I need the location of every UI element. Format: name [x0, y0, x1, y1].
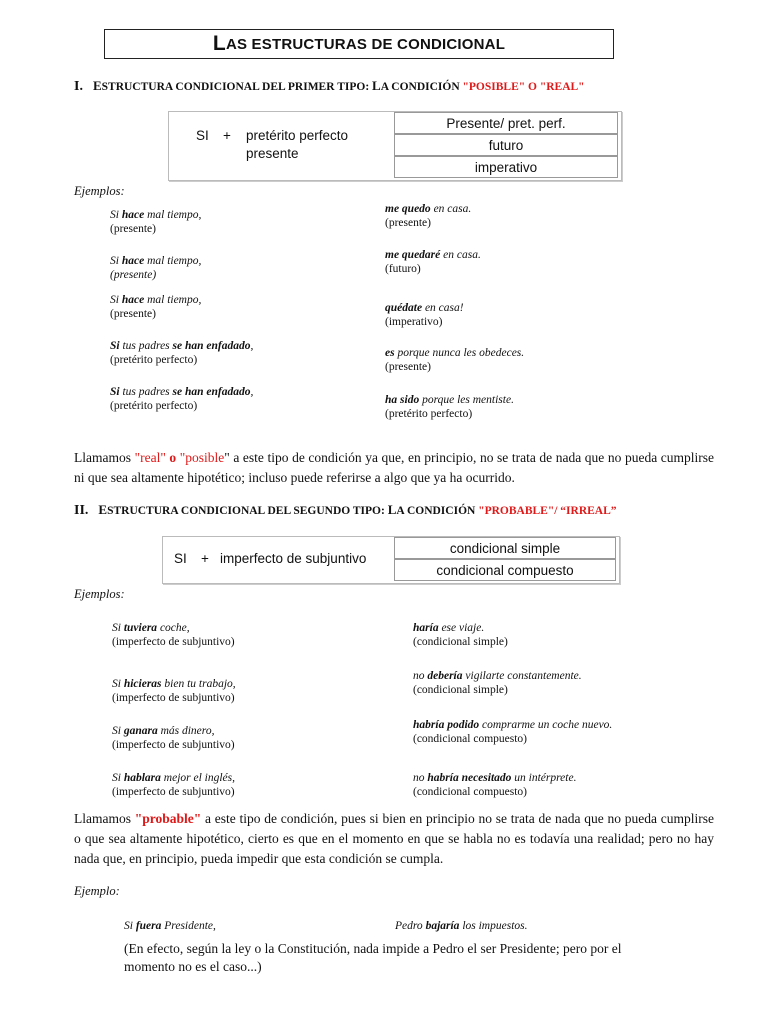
example-7-right — [413, 669, 582, 697]
example-4-right — [385, 346, 524, 374]
example-6-left — [112, 621, 235, 649]
si: Si — [110, 386, 120, 398]
heading-text2: A CONDICIÓN — [380, 81, 463, 93]
t: bien tu trabajo, — [161, 678, 236, 690]
tense: (imperativo) — [385, 316, 443, 328]
t: Si — [112, 622, 124, 634]
tense: (condicional simple) — [413, 684, 508, 696]
t: ese viaje. — [438, 622, 485, 634]
t: , — [250, 386, 254, 398]
heading-text: STRUCTURA CONDICIONAL DEL PRIMER TIPO — [101, 81, 366, 93]
t: tus padres — [119, 386, 173, 398]
example-1-right — [385, 202, 471, 230]
cap: E — [92, 78, 102, 93]
tense: (presente) — [110, 308, 156, 320]
t: mal tiempo, — [144, 294, 202, 306]
t: Si — [124, 920, 136, 932]
example-7-left — [112, 677, 236, 705]
verb: tuviera — [123, 622, 158, 634]
t: Llamamos — [74, 450, 135, 465]
section-1-heading — [74, 78, 585, 95]
section-2-number: II. — [74, 503, 89, 518]
verb: me quedaré — [385, 249, 441, 261]
t: Si — [112, 772, 124, 784]
example-5-left — [110, 385, 253, 413]
t: tus padres — [119, 340, 173, 352]
verb: habría podido — [413, 719, 480, 731]
tense: (presente) — [385, 217, 431, 229]
cap: E — [98, 502, 108, 517]
verb: habría necesitado — [427, 772, 512, 784]
heading-red: "POSIBLE" O "REAL" — [462, 81, 585, 93]
t: , — [250, 340, 254, 352]
conditional-table-1 — [168, 111, 622, 181]
section-2-heading — [74, 502, 617, 519]
verb: se han enfadado — [172, 340, 251, 352]
example-2-right — [385, 248, 481, 276]
t: Si — [110, 255, 122, 267]
t: no — [413, 670, 428, 682]
red-word: "posible — [179, 450, 225, 465]
verb: se han enfadado — [172, 386, 251, 398]
tense: (pretérito perfecto) — [110, 354, 198, 366]
tense: (imperfecto de subjuntivo) — [112, 636, 235, 648]
example-8-left — [112, 724, 235, 752]
verb: ha sido — [385, 394, 420, 406]
examples-label-2: Ejemplos: — [74, 587, 125, 601]
title-initial: L — [212, 32, 226, 55]
example-8-right — [413, 718, 612, 746]
verb: es — [385, 347, 395, 359]
t: en casa. — [430, 203, 472, 215]
verb: quédate — [385, 302, 423, 314]
paragraph-1 — [74, 448, 714, 488]
verb: haría — [413, 622, 439, 634]
verb: hace — [121, 294, 145, 306]
cap2: L — [372, 78, 381, 93]
final-example-right — [395, 919, 527, 933]
example-6-right — [413, 621, 508, 649]
tense: (futuro) — [385, 263, 421, 275]
t: un intérprete. — [511, 772, 577, 784]
t: " — [224, 450, 230, 465]
conditional-table-2 — [162, 536, 620, 584]
red-word: "real" — [134, 450, 166, 465]
t: Presidente, — [161, 920, 216, 932]
table-2-right-cell-2: condicional compuesto — [394, 559, 616, 581]
t: mal tiempo, — [144, 209, 202, 221]
table-1-si: SI — [196, 128, 209, 143]
tense: (imperfecto de subjuntivo) — [112, 739, 235, 751]
verb: ganara — [123, 725, 158, 737]
page-title — [104, 29, 614, 59]
tense: (condicional compuesto) — [413, 786, 528, 798]
table-2-right-cell-1: condicional simple — [394, 537, 616, 559]
t: porque les mentiste. — [419, 394, 514, 406]
final-note: (En efecto, según la ley o la Constitución, nada impide a Pedro el ser Presidente; pero por el momento no es el caso...) — [124, 941, 622, 974]
tense: (presente) — [110, 223, 156, 235]
table-2-si: SI — [174, 551, 187, 566]
t: Si — [110, 294, 122, 306]
t: Si — [112, 725, 124, 737]
t: los impuestos. — [459, 920, 528, 932]
t: a este tipo de condición, pues si bien en principio no se trata de nada que no pueda cumplirse o que sea altamente hipotético, cierto es que en el momento en que se habla no es todavía una realidad; pero no hay nada que, en principio, pueda impedir que esta condición se cumpla. — [74, 811, 714, 866]
example-label-final: Ejemplo: — [74, 884, 120, 898]
example-9-right — [413, 771, 576, 799]
colon: : — [365, 81, 373, 93]
verb: me quedo — [385, 203, 431, 215]
t: vigilarte constantemente. — [462, 670, 582, 682]
example-3-left — [110, 293, 201, 321]
t: comprarme un coche nuevo. — [479, 719, 613, 731]
final-example-left — [124, 919, 216, 933]
t: en casa! — [422, 302, 464, 314]
table-1-right-cell-1: Presente/ pret. perf. — [394, 112, 618, 134]
table-1-left-line2: presente — [246, 146, 299, 161]
verb: fuera — [135, 920, 162, 932]
table-2-plus: + — [201, 551, 209, 566]
cap2: L — [387, 502, 397, 517]
example-2-left — [110, 254, 201, 282]
t: Llamamos — [74, 811, 135, 826]
red-word: o — [165, 450, 180, 465]
verb: hace — [121, 255, 145, 267]
tense: (imperfecto de subjuntivo) — [112, 786, 235, 798]
heading-text: STRUCTURA CONDICIONAL DEL SEGUNDO TIPO — [107, 505, 382, 517]
tense: (imperfecto de subjuntivo) — [112, 692, 235, 704]
t: Pedro — [395, 920, 426, 932]
verb: hicieras — [123, 678, 162, 690]
table-2-left: imperfecto de subjuntivo — [220, 551, 367, 566]
t: mal tiempo, — [144, 255, 202, 267]
table-1-right-cell-2: futuro — [394, 134, 618, 156]
t: coche, — [157, 622, 190, 634]
example-1-left — [110, 208, 201, 236]
t: porque nunca les obedeces. — [394, 347, 525, 359]
example-5-right — [385, 393, 514, 421]
tense: (presente) — [110, 269, 157, 281]
example-3-right — [385, 301, 464, 329]
examples-label-1: Ejemplos: — [74, 184, 125, 198]
verb: debería — [427, 670, 463, 682]
tense: (condicional simple) — [413, 636, 508, 648]
t: en casa. — [440, 249, 481, 261]
heading-red: "PROBABLE"/ “IRREAL” — [478, 505, 617, 517]
t: mejor el inglés, — [160, 772, 236, 784]
example-4-left — [110, 339, 253, 367]
tense: (pretérito perfecto) — [110, 400, 198, 412]
verb: hace — [121, 209, 145, 221]
t: más dinero, — [157, 725, 215, 737]
title-rest: AS ESTRUCTURAS DE CONDICIONAL — [225, 35, 506, 53]
table-1-plus: + — [223, 128, 231, 143]
si: Si — [110, 340, 120, 352]
heading-text2: A CONDICIÓN — [396, 505, 479, 517]
t: Si — [110, 209, 122, 221]
tense: (presente) — [385, 361, 431, 373]
t: no — [413, 772, 428, 784]
paragraph-2 — [74, 809, 714, 869]
t: Si — [112, 678, 124, 690]
table-1-left-line1: pretérito perfecto — [246, 128, 349, 143]
colon: : — [381, 505, 388, 517]
t: a este tipo de condición ya que, en principio, no se trata de nada que no pueda cumplirse ni que sea altamente hipotético; incluso puede referirse a algo que ya ha ocurrido. — [74, 450, 714, 485]
verb: hablara — [123, 772, 161, 784]
section-1-number: I. — [74, 79, 83, 94]
example-9-left — [112, 771, 235, 799]
tense: (pretérito perfecto) — [385, 408, 473, 420]
verb: bajaría — [425, 920, 460, 932]
red-word: "probable" — [134, 811, 202, 826]
tense: (condicional compuesto) — [413, 733, 528, 745]
table-1-right-cell-3: imperativo — [394, 156, 618, 178]
